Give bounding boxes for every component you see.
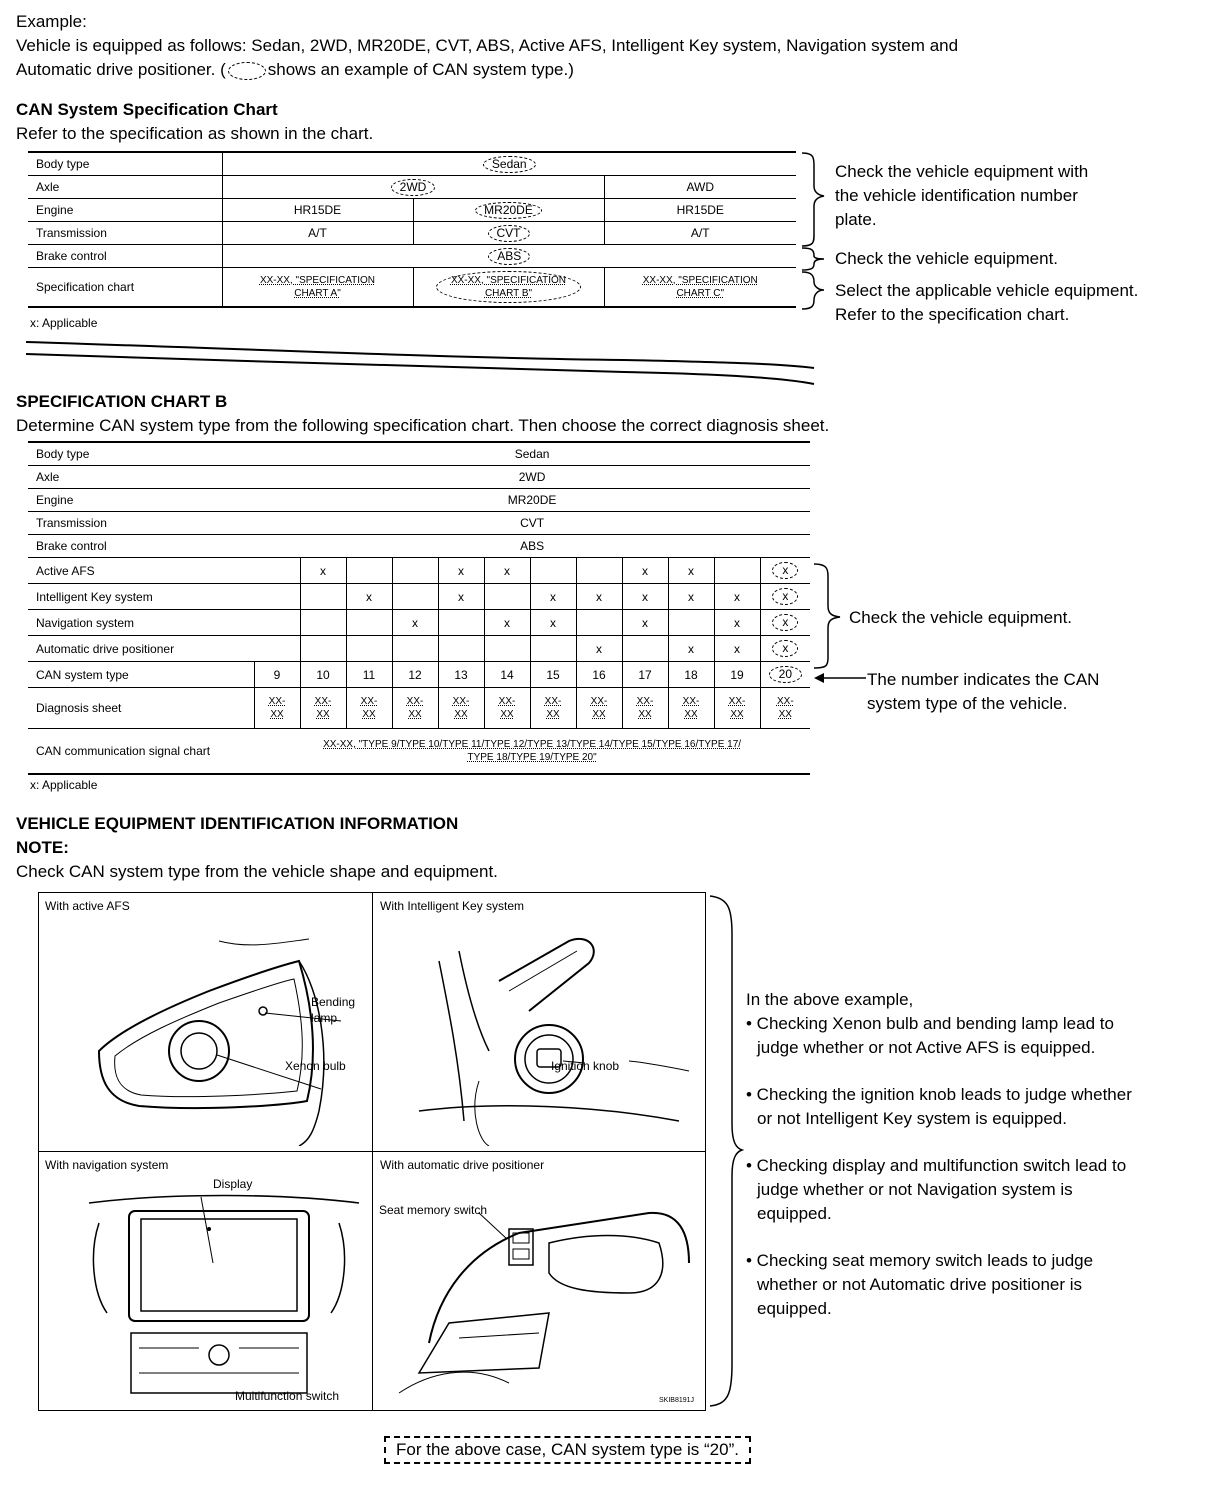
- arrow-left-icon: [812, 670, 868, 686]
- cell-afs-15: [530, 558, 576, 584]
- cell-type-15: 15: [530, 662, 576, 688]
- cell-abs: [222, 245, 796, 268]
- cell-ikey-12: [392, 584, 438, 610]
- oval-marker: 20: [769, 666, 802, 683]
- cell-type-10: 10: [300, 662, 346, 688]
- cell-afs-9: [254, 558, 300, 584]
- cell-nav-12: x: [392, 610, 438, 636]
- cell-type-18: 18: [668, 662, 714, 688]
- cell-ikey-15: x: [530, 584, 576, 610]
- oval-example-icon: [228, 62, 266, 80]
- cell-ikey-13: x: [438, 584, 484, 610]
- chart2-row-engine: [28, 489, 810, 512]
- oval-marker: x: [772, 562, 798, 579]
- cell-ikey-17: x: [622, 584, 668, 610]
- cell-adp-14: [484, 636, 530, 662]
- cell-adp-11: [346, 636, 392, 662]
- chart2-row-diag: [28, 688, 810, 729]
- chart2-row-signal: [28, 729, 810, 775]
- chart1-ann2: Check the vehicle equipment.: [835, 249, 1059, 268]
- panel-adp-label: With automatic drive positioner: [380, 1158, 545, 1172]
- chart2-row-brake: [28, 535, 810, 558]
- cell-nav-18: [668, 610, 714, 636]
- diagnosis-sheet-link[interactable]: [438, 688, 484, 729]
- oval-2wd: 2WD: [391, 179, 436, 196]
- bullet3-line2: judge whether or not Navigation system is: [757, 1180, 1073, 1199]
- chart1-ann1-line3: plate.: [835, 210, 877, 229]
- chart2-ann-type-line1: The number indicates the CAN: [867, 670, 1100, 689]
- cell-type-11: 11: [346, 662, 392, 688]
- diagnosis-sheet-link[interactable]: [346, 688, 392, 729]
- diagnosis-sheet-link[interactable]: [622, 688, 668, 729]
- intro-line-2b: shows an example of CAN system type.): [267, 60, 574, 79]
- diag-bottom: XX: [638, 709, 652, 720]
- diag-bottom: XX: [730, 709, 744, 720]
- chart2-row-adp: [28, 636, 810, 662]
- diagnosis-sheet-link[interactable]: [392, 688, 438, 729]
- bullet1-line2: judge whether or not Active AFS is equipped.: [757, 1038, 1096, 1057]
- cell-type-13: 13: [438, 662, 484, 688]
- row-label: Brake control: [28, 245, 222, 268]
- chart2-ann-type-line2: system type of the vehicle.: [867, 694, 1068, 713]
- chart1-heading: CAN System Specification Chart: [16, 100, 278, 119]
- diag-bottom: XX: [546, 709, 560, 720]
- multifunction-label: Multifunction switch: [235, 1389, 340, 1403]
- cell-mr20de: [413, 199, 604, 222]
- diag-top: XX-: [268, 696, 286, 707]
- cell-nav-15: x: [530, 610, 576, 636]
- figure-bracket-icon: [708, 894, 744, 1408]
- cell-at-a: A/T: [222, 222, 413, 245]
- figure-divider-h: [39, 1151, 705, 1152]
- spec-b-line2: CHART B": [484, 288, 533, 299]
- chart2-row-axle: [28, 466, 810, 489]
- chart1-row-transmission: [28, 222, 796, 245]
- intro-line-2a: Automatic drive positioner. (: [16, 60, 226, 79]
- panel-afs-label: With active AFS: [45, 899, 130, 913]
- oval-marker: x: [772, 588, 798, 605]
- chart-break-wave-icon: [24, 334, 824, 388]
- row-label: Navigation system: [28, 610, 254, 636]
- cell-afs-17: x: [622, 558, 668, 584]
- explain-intro: In the above example,: [746, 990, 914, 1009]
- cell-adp-12: [392, 636, 438, 662]
- cell-ikey-16: x: [576, 584, 622, 610]
- chart2-row-ikey: [28, 584, 810, 610]
- cell-nav-13: [438, 610, 484, 636]
- cell-adp-18: x: [668, 636, 714, 662]
- diag-bottom: XX: [454, 709, 468, 720]
- display-label: Display: [213, 1177, 253, 1191]
- cell-adp-10: [300, 636, 346, 662]
- cell-axle: 2WD: [254, 466, 810, 489]
- row-label: Body type: [28, 443, 254, 466]
- cell-type-14: 14: [484, 662, 530, 688]
- figure-id: SKIB8191J: [659, 1397, 695, 1404]
- row-label: Engine: [28, 489, 254, 512]
- spec-a-line1: XX-XX, "SPECIFICATION: [259, 275, 376, 286]
- chart1-row-axle: [28, 176, 796, 199]
- cell-awd: AWD: [604, 176, 796, 199]
- diag-top: XX-: [498, 696, 516, 707]
- chart1-ann1-line1: Check the vehicle equipment with: [835, 162, 1089, 181]
- cell-hr15de-a: HR15DE: [222, 199, 413, 222]
- row-label: Brake control: [28, 535, 254, 558]
- chart1-row-body: [28, 153, 796, 176]
- cell-ikey-9: [254, 584, 300, 610]
- diag-bottom: XX: [592, 709, 606, 720]
- cell-adp-16: x: [576, 636, 622, 662]
- chart2-bracket-icon: [812, 562, 852, 672]
- diag-bottom: XX: [408, 709, 422, 720]
- cell-type-9: 9: [254, 662, 300, 688]
- cell-body-type: Sedan: [254, 443, 810, 466]
- note-text: Check CAN system type from the vehicle shape and equipment.: [16, 862, 498, 881]
- cell-afs-10: x: [300, 558, 346, 584]
- chart1-ann3-line1: Select the applicable vehicle equipment.: [835, 281, 1139, 300]
- chart1-ann3-line2: Refer to the specification chart.: [835, 305, 1070, 324]
- chart1-applicable: x: Applicable: [30, 316, 98, 330]
- row-label: Axle: [28, 466, 254, 489]
- chart2-subtitle: Determine CAN system type from the following specification chart. Then choose the correct diagnosis sheet.: [16, 416, 830, 435]
- cell-afs-16: [576, 558, 622, 584]
- row-label: Engine: [28, 199, 222, 222]
- cell-type-16: 16: [576, 662, 622, 688]
- diag-bottom: XX: [362, 709, 376, 720]
- diagnosis-sheet-link[interactable]: [300, 688, 346, 729]
- cell-type-17: 17: [622, 662, 668, 688]
- diag-top: XX-: [314, 696, 332, 707]
- cell-afs-13: x: [438, 558, 484, 584]
- chart1-subtitle: Refer to the specification as shown in the chart.: [16, 124, 374, 143]
- ignition-label: Ignition knob: [551, 1059, 620, 1073]
- cell-type-20: [760, 662, 810, 688]
- diag-top: XX-: [776, 696, 794, 707]
- bullet2-line2: or not Intelligent Key system is equipped.: [757, 1109, 1067, 1128]
- chart2-row-body: [28, 443, 810, 466]
- cell-nav-19: x: [714, 610, 760, 636]
- figure-frame: [38, 892, 706, 1411]
- chart1-row-engine: [28, 199, 796, 222]
- chart1-ann1-line2: the vehicle identification number: [835, 186, 1078, 205]
- cell-ikey-10: [300, 584, 346, 610]
- chart1-brackets-icon: [800, 152, 836, 312]
- bullet2-line1: • Checking the ignition knob leads to judge whether: [746, 1085, 1132, 1104]
- seat-memory-label: Seat memory switch: [379, 1203, 488, 1217]
- spec-c-link[interactable]: [604, 268, 796, 308]
- oval-marker: x: [772, 640, 798, 657]
- cell-nav-20: [760, 610, 810, 636]
- cell-adp-17: [622, 636, 668, 662]
- example-label: Example:: [16, 12, 87, 31]
- cell-adp-9: [254, 636, 300, 662]
- row-label: Axle: [28, 176, 222, 199]
- cell-afs-20: [760, 558, 810, 584]
- cell-trans: CVT: [254, 512, 810, 535]
- cell-hr15de-b: HR15DE: [604, 199, 796, 222]
- cell-2wd: [222, 176, 604, 199]
- diag-top: XX-: [590, 696, 608, 707]
- diagnosis-sheet-link[interactable]: [254, 688, 300, 729]
- chart1-row-brake: [28, 245, 796, 268]
- diag-bottom: XX: [316, 709, 330, 720]
- cell-adp-13: [438, 636, 484, 662]
- chart2-heading: SPECIFICATION CHART B: [16, 392, 228, 411]
- cell-afs-12: [392, 558, 438, 584]
- navigation-display-icon: [79, 1193, 369, 1408]
- conclusion-box: For the above case, CAN system type is “20”.: [384, 1436, 751, 1464]
- spec-b-line1: XX-XX, "SPECIFICATION: [450, 275, 567, 286]
- headlamp-icon: [79, 931, 369, 1146]
- intro-line-1: Vehicle is equipped as follows: Sedan, 2WD, MR20DE, CVT, ABS, Active AFS, Intelligent Key system, Navigation system and: [16, 36, 959, 55]
- bending-label-1: Bending: [311, 995, 356, 1009]
- ignition-knob-icon: [379, 921, 699, 1146]
- cell-afs-18: x: [668, 558, 714, 584]
- cell-type-12: 12: [392, 662, 438, 688]
- bending-label-2: lamp: [311, 1011, 338, 1025]
- row-label: Active AFS: [28, 558, 254, 584]
- spec-a-link[interactable]: [222, 268, 413, 308]
- row-label: CAN communication signal chart: [28, 729, 254, 775]
- chart1-table: [28, 153, 796, 308]
- spec-a-line2: CHART A": [294, 288, 341, 299]
- cell-type-19: 19: [714, 662, 760, 688]
- oval-cvt: CVT: [488, 225, 530, 242]
- signal-line1: XX-XX, "TYPE 9/TYPE 10/TYPE 11/TYPE 12/TYPE 13/TYPE 14/TYPE 15/TYPE 16/TYPE 17/: [323, 739, 742, 750]
- diag-bottom: XX: [500, 709, 514, 720]
- chart2-table: [28, 443, 810, 775]
- cell-adp-15: [530, 636, 576, 662]
- chart2-row-trans: [28, 512, 810, 535]
- diag-bottom: XX: [270, 709, 284, 720]
- door-panel-icon: [389, 1193, 699, 1398]
- cell-ikey-20: [760, 584, 810, 610]
- signal-chart-link[interactable]: [254, 729, 810, 775]
- row-label: Specification chart: [28, 268, 222, 308]
- cell-engine: MR20DE: [254, 489, 810, 512]
- cell-ikey-18: x: [668, 584, 714, 610]
- cell-adp-19: x: [714, 636, 760, 662]
- diagnosis-sheet-link[interactable]: [668, 688, 714, 729]
- bullet4-line1: • Checking seat memory switch leads to judge: [746, 1251, 1094, 1270]
- diag-top: XX-: [452, 696, 470, 707]
- cell-nav-14: x: [484, 610, 530, 636]
- cell-nav-9: [254, 610, 300, 636]
- diagnosis-sheet-link[interactable]: [714, 688, 760, 729]
- signal-line2: TYPE 18/TYPE 19/TYPE 20": [467, 752, 597, 763]
- chart2-row-nav: [28, 610, 810, 636]
- row-label: Diagnosis sheet: [28, 688, 254, 729]
- cell-ikey-19: x: [714, 584, 760, 610]
- cell-nav-10: [300, 610, 346, 636]
- cell-afs-11: [346, 558, 392, 584]
- diagnosis-sheet-link[interactable]: [530, 688, 576, 729]
- cell-nav-17: x: [622, 610, 668, 636]
- cell-nav-11: [346, 610, 392, 636]
- oval-marker: x: [772, 614, 798, 631]
- spec-b-link[interactable]: [413, 268, 604, 308]
- diagnosis-sheet-link[interactable]: [576, 688, 622, 729]
- row-label: Body type: [28, 153, 222, 176]
- intro-line-2: [16, 58, 574, 82]
- note-label: NOTE:: [16, 838, 69, 857]
- diagnosis-sheet-link[interactable]: [760, 688, 810, 729]
- vehicle-info-heading: VEHICLE EQUIPMENT IDENTIFICATION INFORMATION: [16, 814, 459, 833]
- cell-afs-19: [714, 558, 760, 584]
- bullet4-line3: equipped.: [757, 1299, 832, 1318]
- cell-nav-16: [576, 610, 622, 636]
- cell-brake: ABS: [254, 535, 810, 558]
- chart2-ann-equipment: Check the vehicle equipment.: [849, 608, 1073, 627]
- chart2-applicable: x: Applicable: [30, 778, 98, 792]
- spec-c-line2: CHART C": [676, 288, 725, 299]
- cell-ikey-11: x: [346, 584, 392, 610]
- bullet3-line1: • Checking display and multifunction switch lead to: [746, 1156, 1127, 1175]
- spec-c-line1: XX-XX, "SPECIFICATION: [642, 275, 758, 286]
- row-label: CAN system type: [28, 662, 254, 688]
- row-label: Automatic drive positioner: [28, 636, 254, 662]
- panel-ikey-label: With Intelligent Key system: [380, 899, 525, 913]
- row-label: Transmission: [28, 222, 222, 245]
- oval-sedan: Sedan: [483, 156, 536, 173]
- bullet4-line2: whether or not Automatic drive positioner is: [757, 1275, 1083, 1294]
- diag-top: XX-: [406, 696, 424, 707]
- diag-bottom: XX: [684, 709, 698, 720]
- diag-top: XX-: [636, 696, 654, 707]
- diag-top: XX-: [544, 696, 562, 707]
- diag-bottom: XX: [778, 709, 792, 720]
- diag-top: XX-: [728, 696, 746, 707]
- cell-at-b: A/T: [604, 222, 796, 245]
- panel-nav-label: With navigation system: [45, 1158, 169, 1172]
- cell-adp-20: [760, 636, 810, 662]
- diagnosis-sheet-link[interactable]: [484, 688, 530, 729]
- bullet3-line3: equipped.: [757, 1204, 832, 1223]
- bullet1-line1: • Checking Xenon bulb and bending lamp lead to: [746, 1014, 1114, 1033]
- row-label: Transmission: [28, 512, 254, 535]
- xenon-label: Xenon bulb: [285, 1059, 346, 1073]
- cell-ikey-14: [484, 584, 530, 610]
- oval-mr20de: MR20DE: [475, 202, 542, 219]
- oval-abs: ABS: [488, 248, 530, 265]
- cell-sedan: [222, 153, 796, 176]
- chart2-row-type: [28, 662, 810, 688]
- chart1-row-spec: [28, 268, 796, 308]
- cell-cvt: [413, 222, 604, 245]
- diag-top: XX-: [360, 696, 378, 707]
- diag-top: XX-: [682, 696, 700, 707]
- cell-afs-14: x: [484, 558, 530, 584]
- row-label: Intelligent Key system: [28, 584, 254, 610]
- chart2-row-afs: [28, 558, 810, 584]
